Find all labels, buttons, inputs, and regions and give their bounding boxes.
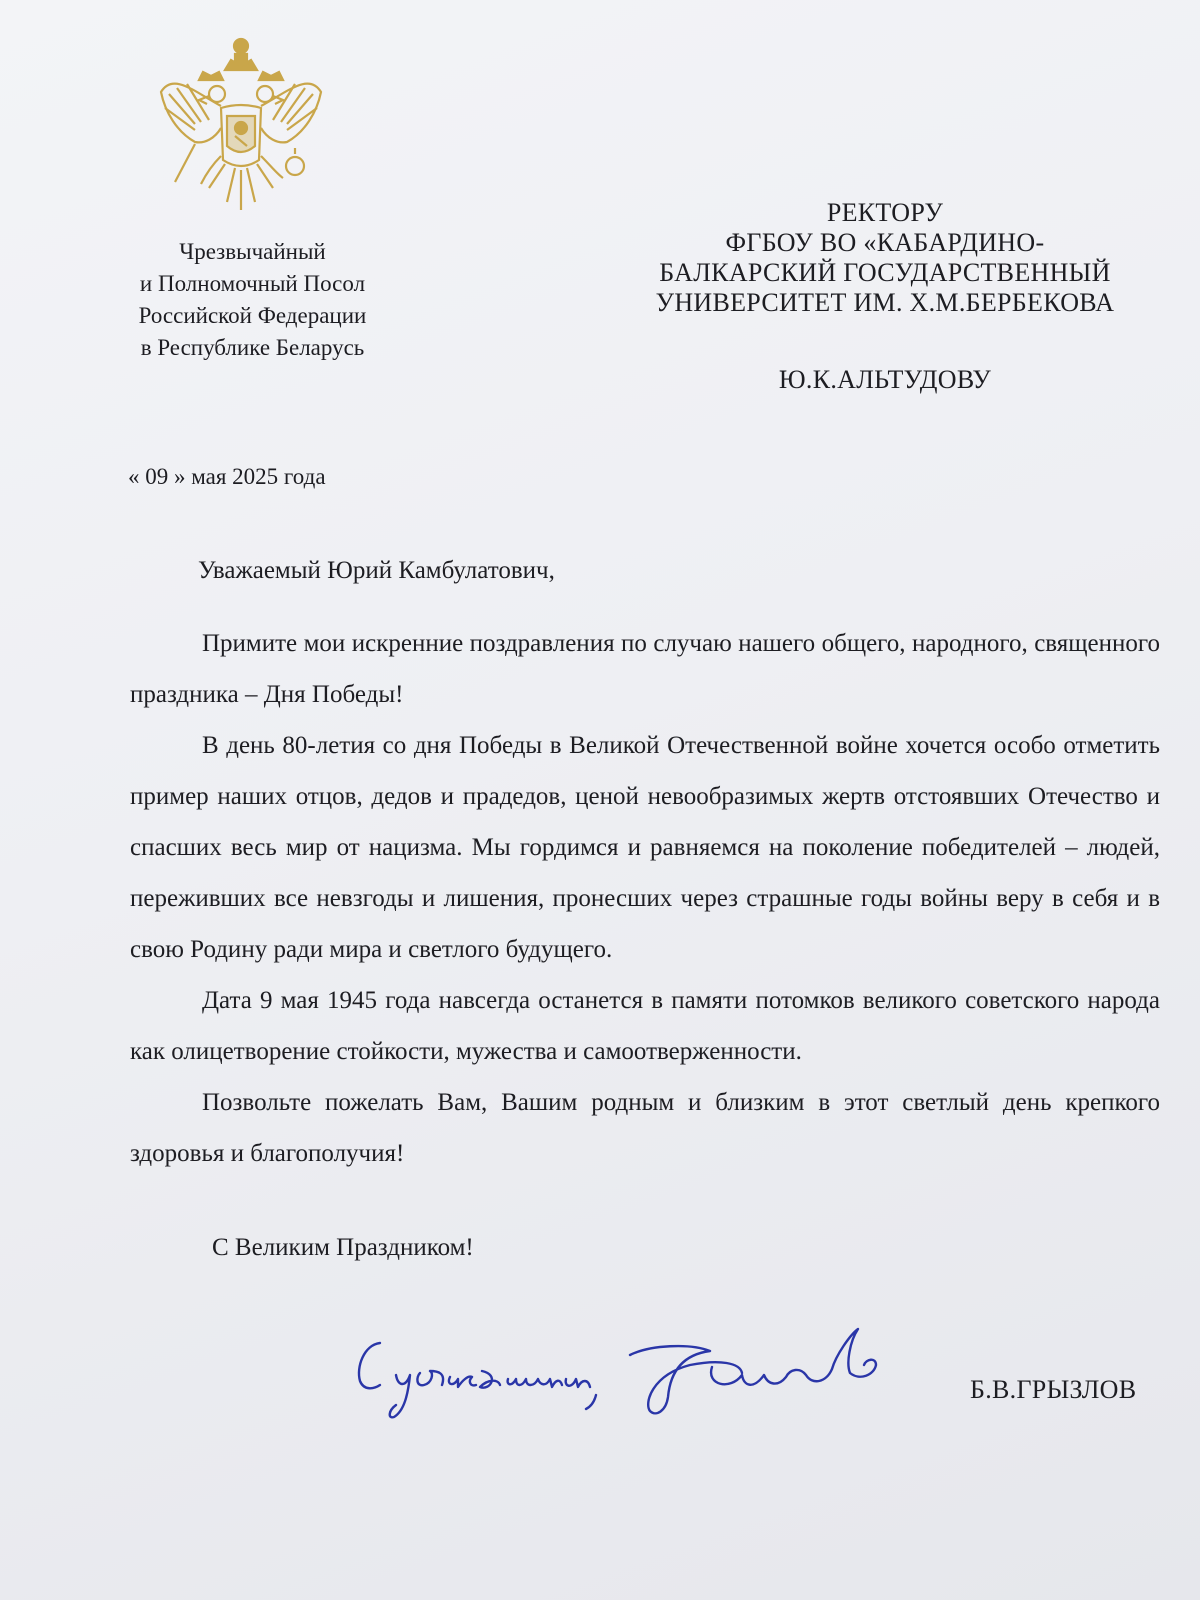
letter-date: « 09 » мая 2025 года <box>128 464 326 489</box>
sender-line-1: Чрезвычайный <box>179 239 326 264</box>
sender-line-2: и Полномочный Посол <box>139 271 366 296</box>
body-paragraph-2: В день 80-летия со дня Победы в Великой Отечественной войне хочется особо отметить пример наших отцов, дедов и прадедов, ценой невообразимых жертв отстоявших Отечество и спасших весь мир от нацизма. Мы гордимся и равняемся на поколение победителей – людей, переживших все невзгоды и лишения, пронесших через страшные годы войны веру в себя и в свою Родину ради мира и светлого будущего. <box>130 732 1160 963</box>
recipient-line-4: УНИВЕРСИТЕТ ИМ. Х.М.БЕРБЕКОВА <box>655 288 1115 317</box>
body-paragraph-4: Позвольте пожелать Вам, Вашим родным и близким в этот светлый день крепкого здоровья и благополучия! <box>130 1089 1160 1167</box>
coat-of-arms-icon <box>155 32 327 218</box>
signer-name: Б.В.ГРЫЗЛОВ <box>970 1375 1137 1404</box>
recipient-block <box>620 198 1150 318</box>
recipient-line-1: РЕКТОРУ <box>826 198 944 227</box>
closing-line: С Великим Праздником! <box>212 1234 474 1261</box>
sender-line-3: Российской Федерации <box>138 303 367 328</box>
recipient-line-2: ФГБОУ ВО «КАБАРДИНО- <box>725 228 1045 257</box>
body-paragraph-1: Примите мои искренние поздравления по случаю нашего общего, народного, священного праздника – Дня Победы! <box>130 630 1160 708</box>
sender-line-4: в Республике Беларусь <box>140 335 365 360</box>
signature-text: С уважением, <box>350 1315 356 1316</box>
salutation: Уважаемый Юрий Камбулатович, <box>198 557 555 584</box>
recipient-line-3: БАЛКАРСКИЙ ГОСУДАРСТВЕННЫЙ <box>659 258 1111 287</box>
letter-body <box>130 618 1160 1179</box>
handwritten-signature <box>350 1315 910 1435</box>
body-paragraph-3: Дата 9 мая 1945 года навсегда останется в памяти потомков великого советского народа как олицетворение стойкости, мужества и самоотверженности. <box>130 987 1160 1065</box>
sender-block <box>100 236 405 364</box>
recipient-name: Ю.К.АЛЬТУДОВУ <box>778 365 992 394</box>
